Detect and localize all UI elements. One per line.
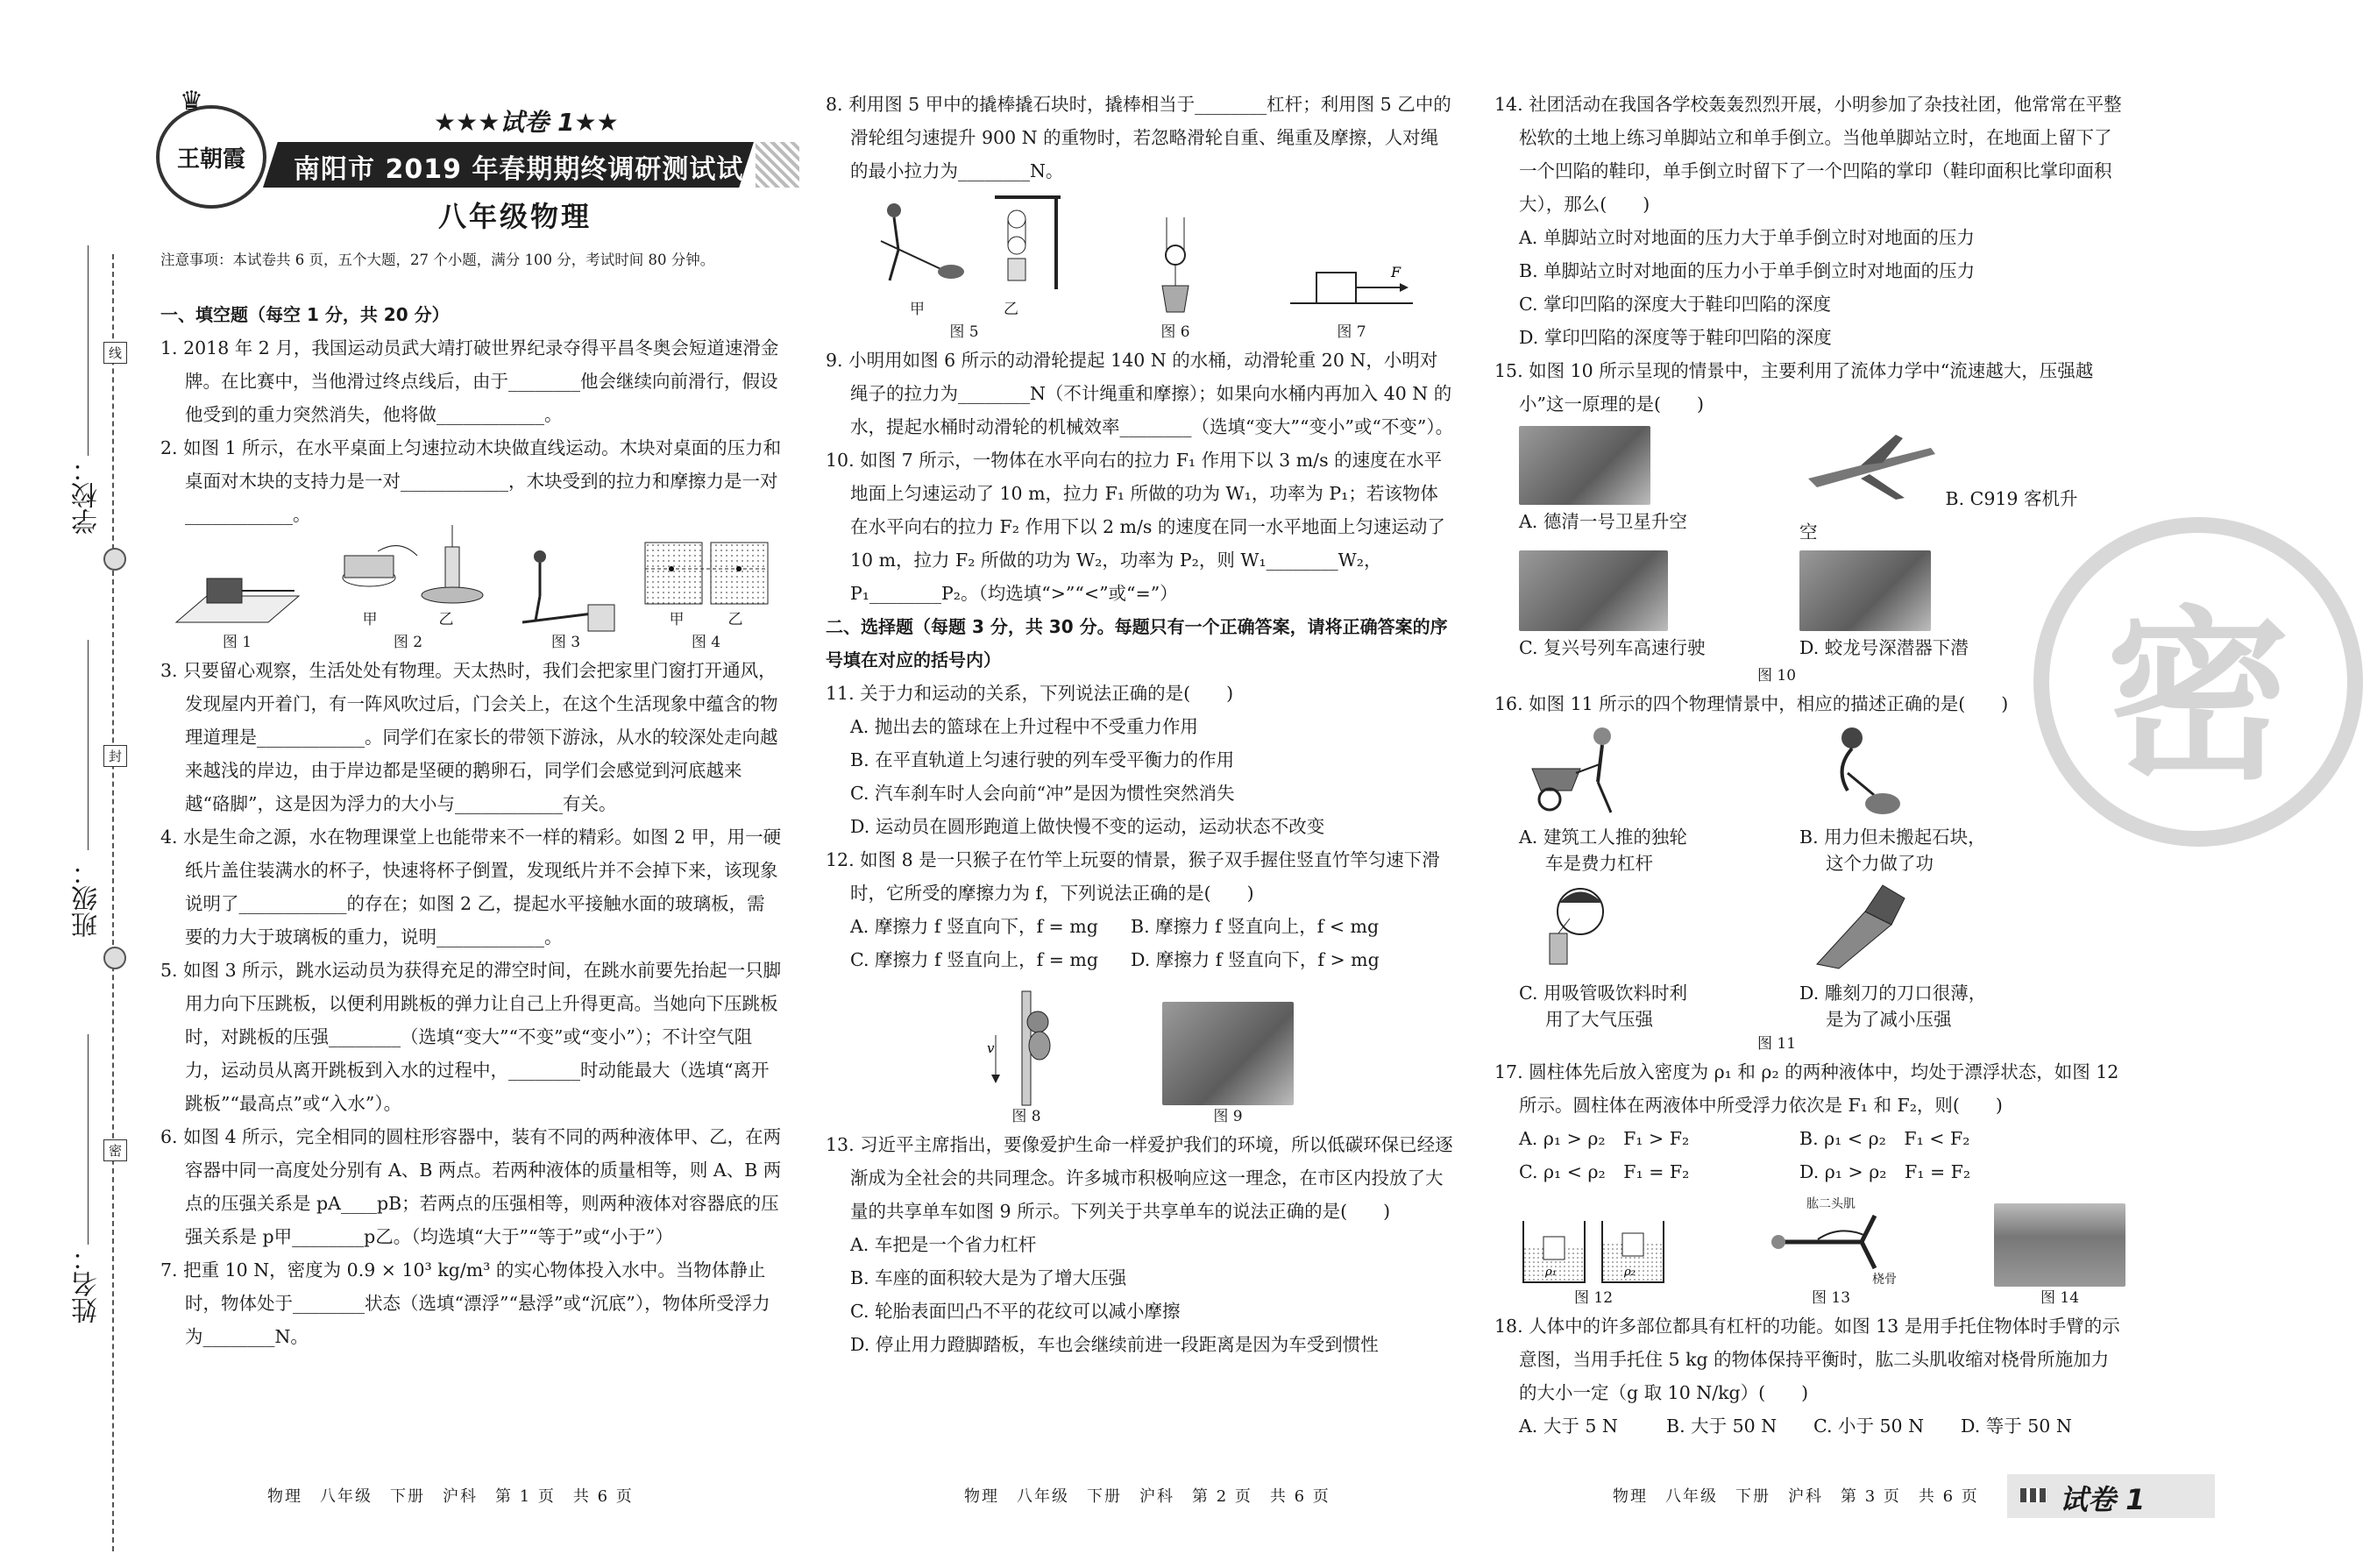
figure-8-caption: 图 8 (1011, 1108, 1041, 1125)
figure-3 (514, 543, 619, 654)
q13-option-d: D. 停止用力蹬脚踏板，车也会继续前进一段距离是因为车受到惯性 (850, 1334, 1379, 1355)
robot-in-field-photo (1994, 1203, 2125, 1287)
fig4-label-yi: 乙 (727, 611, 743, 628)
question-13: 13. 习近平主席指出，要像爱护生命一样爱护我们的环境，所以低碳环保已经逐渐成为全社会的共同理念。许多城市积极响应这一理念，在市区内投放了大量的共享单车如图 9 所示。下列关于共享单车的说法正确的是( ) (826, 1134, 1453, 1222)
fig11-b (1799, 720, 2080, 876)
q14-option-a: A. 单脚站立时对地面的压力大于单手倒立时对地面的压力 (1519, 227, 1975, 248)
q15-option-c: C. 复兴号列车高速行驶 (1519, 637, 1706, 658)
question-2: 2. 如图 1 所示，在水平桌面上匀速拉动木块做直线运动。木块对桌面的压力和桌面对木块的支持力是一对____________，木块受到的拉力和摩擦力是一对____________。 (160, 437, 782, 525)
figure-14 (1994, 1203, 2125, 1309)
question-4: 4. 水是生命之源，水在物理课堂上也能带来不一样的精彩。如图 2 甲，用一硬纸片盖住装满水的杯子，快速将杯子倒置，发现纸片并不会掉下来，该现象说明了____________的存在；如图 2 乙，提起水平接触水面的玻璃板，需要的力大于玻璃板的重力，说明____________。 (160, 827, 782, 947)
question-18: 18. 人体中的许多部位都具有杠杆的功能。如图 13 是用手托住物体时手臂的示意图，当用手托住 5 kg 的物体保持平衡时，肱二头肌收缩对桡骨所施加力的大小一定（g 取 10 N/kg）( ) (1494, 1316, 2120, 1403)
boy-drinking-through-straw-picture (1519, 876, 1633, 973)
class-field (88, 640, 89, 850)
question-11: 11. 关于力和运动的关系，下列说法正确的是( ) (826, 683, 1234, 704)
question-17: 17. 圆柱体先后放入密度为 ρ₁ 和 ρ₂ 的两种液体中，均处于漂浮状态，如图 12 所示。圆柱体在两液体中所受浮力依次是 F₁ 和 F₂，则( ) (1494, 1061, 2119, 1116)
figure-row-12-14 (1494, 1196, 2125, 1309)
figure-row-5-7 (826, 195, 1455, 344)
satellite-photo (1519, 426, 1650, 505)
q11-option-a: A. 抛出去的篮球在上升过程中不受重力作用 (850, 716, 1198, 737)
section-fill-blank: 一、填空题（每空 1 分，共 20 分） (160, 304, 450, 325)
q12-option-a: A. 摩擦力 f 竖直向下，f = mg (850, 916, 1098, 937)
q18-option-a: A. 大于 5 N (1519, 1415, 1618, 1437)
q18-option-c: C. 小于 50 N (1813, 1415, 1925, 1437)
block-pulled-by-force-diagram (1286, 251, 1417, 321)
q17-option-a: A. ρ₁ > ρ₂ F₁ > F₂ (1519, 1128, 1690, 1149)
fig5-label-jia: 甲 (910, 301, 925, 318)
cup-and-glass-plate-diagram (325, 521, 492, 608)
figure-7-caption: 图 7 (1337, 323, 1366, 341)
two-containers-diagram (641, 538, 772, 608)
question-15: 15. 如图 10 所示呈现的情景中，主要利用了流体力学中“流速越大，压强越小”这一原理的是( ) (1494, 360, 2094, 415)
q14-option-b: B. 单脚站立时对地面的压力小于单手倒立时对地面的压力 (1519, 260, 1976, 281)
q18-option-b: B. 大于 50 N (1666, 1415, 1778, 1437)
shared-bikes-photo (1162, 1002, 1294, 1105)
q14-option-c: C. 掌印凹陷的深度大于鞋印凹陷的深度 (1519, 294, 1831, 315)
fig7-force-label: F (1391, 264, 1401, 280)
fig10-c (1519, 550, 1799, 664)
q12-options (826, 910, 1455, 976)
figure-7 (1286, 251, 1417, 344)
exam-subject: 八年级物理 (438, 200, 593, 233)
fig11-d (1799, 876, 2080, 1032)
question-9: 9. 小明用如图 6 所示的动滑轮提起 140 N 的水桶，动滑轮重 20 N，小明对绳子的拉力为________N（不计绳重和摩擦）；如果向水桶内再加入 40 N 的水，提起水桶时动滑轮的机械效率________（选填“变大”“变小”或“不变”）。 (826, 350, 1454, 437)
binding-line (112, 254, 114, 1551)
question-6: 6. 如图 4 所示，完全相同的圆柱形容器中，装有不同的两种液体甲、乙，在两容器中同一高度处分别有 A、B 两点。若两种液体的质量相等，则 A、B 两点的压强关系是 pA____pB；若两点的压强相等，则两种液体对容器底的压强关系是 p甲________p乙。（均选填“大于”“等于”或“小于”） (160, 1126, 782, 1247)
movable-pulley-bucket-diagram (1140, 216, 1210, 321)
brand-logo (156, 105, 266, 209)
binding-strip (0, 0, 153, 1568)
q15-option-a: A. 德清一号卫星升空 (1519, 511, 1687, 532)
fig2-label-yi: 乙 (438, 611, 454, 628)
column-3 (1494, 88, 2125, 1443)
question-14: 14. 社团活动在我国各学校轰轰烈烈开展，小明参加了杂技社团，他常常在平整松软的土地上练习单脚站立和单手倒立。当他单脚站立时，在地面上留下了一个凹陷的鞋印，单手倒立时留下了一个凹陷的掌印（鞋印面积比掌印面积大），那么( ) (1494, 94, 2122, 215)
name-field (88, 1034, 89, 1245)
question-12: 12. 如图 8 是一只猴子在竹竿上玩耍的情景，猴子双手握住竖直竹竿匀速下滑时，它所受的摩擦力为 f，下列说法正确的是( ) (826, 849, 1440, 904)
figure-3-caption: 图 3 (550, 634, 581, 651)
q12-option-d: D. 摩擦力 f 竖直向下，f > mg (1131, 949, 1380, 970)
q17-option-d: D. ρ₁ > ρ₂ F₁ = F₂ (1799, 1161, 1971, 1182)
figure-11-caption: 图 11 (1757, 1035, 1797, 1053)
diver-on-springboard-diagram (514, 543, 619, 631)
figure-row-1-4 (160, 538, 783, 654)
seal-line: 线 (103, 342, 127, 364)
fig2-label-jia: 甲 (362, 611, 378, 628)
woman-lifting-stone-picture (1799, 720, 1913, 817)
fig5-label-yi: 乙 (1004, 301, 1018, 318)
fig13-label-biceps: 肱二头肌 (1806, 1197, 1856, 1211)
block-on-table-diagram (172, 561, 303, 631)
circle-icon (103, 947, 126, 969)
q12-option-b: B. 摩擦力 f 竖直向上，f < mg (1131, 916, 1380, 937)
question-10: 10. 如图 7 所示，一物体在水平向右的拉力 F₁ 作用下以 3 m/s 的速度在水平地面上匀速运动了 10 m，拉力 F₁ 所做的功为 W₁，功率为 P₁；若该物体在水平向右的拉力 F₂ 作用下以 2 m/s 的速度在同一水平地面上匀速运动了 10 m，拉力 F₂ 所做的功为 W₂，功率为 P₂，则 W₁________W₂，P₁________P₂。（均选填“>”“<”或“=”） (826, 450, 1445, 604)
submersible-photo (1799, 550, 1931, 631)
section-multiple-choice: 二、选择题（每题 3 分，共 30 分。每题只有一个正确答案，请将正确答案的序号填在对应的括号内） (826, 616, 1448, 670)
footer-tag: 试卷 1 (2060, 1483, 2146, 1516)
name-label: 姓名： (72, 1245, 103, 1323)
q15-option-b: B. C919 客机升空 (1799, 488, 2078, 543)
figure-11 (1494, 720, 2125, 1032)
school-field (88, 245, 89, 456)
fig13-label-radius: 桡骨 (1872, 1273, 1897, 1287)
figure-13 (1765, 1197, 1897, 1309)
q16-option-a-2: 车是费力杠杆 (1545, 853, 1653, 874)
class-label: 班级： (72, 859, 103, 938)
seal-sealed: 封 (103, 745, 127, 767)
q17-options (1494, 1122, 2125, 1188)
exam-title: 南阳市 2019 年春期期终调研测试试卷 (294, 154, 744, 223)
circle-icon (103, 548, 126, 571)
q13-option-c: C. 轮胎表面凹凸不平的花纹可以减小摩擦 (850, 1301, 1181, 1322)
secret-seal-text: 密 (2105, 590, 2290, 805)
footer-tag-squares (2020, 1488, 2047, 1502)
figure-8 (987, 991, 1066, 1128)
q13-option-b: B. 车座的面积较大是为了增大压强 (850, 1267, 1127, 1288)
crowbar-and-pulley-diagram (863, 193, 1065, 298)
question-8: 8. 利用图 5 甲中的撬棒撬石块时，撬棒相当于________杠杆；利用图 5 乙中的滑轮组匀速提升 900 N 的重物时，若忽略滑轮自重、绳重及摩擦，人对绳的最小拉力为________N。 (826, 94, 1451, 181)
figure-10-caption: 图 10 (1757, 667, 1797, 685)
footer-page-2: 物理 八年级 下册 沪科 第 2 页 共 6 页 (964, 1487, 1331, 1506)
fig12-rho2-label: ρ₂ (1624, 1266, 1636, 1279)
q11-option-c: C. 汽车刹车时人会向前“冲”是因为惯性突然消失 (850, 783, 1235, 804)
fig8-velocity-label: v (987, 1040, 995, 1056)
q12-option-c: C. 摩擦力 f 竖直向上，f = mg (850, 949, 1098, 970)
carving-knife-picture (1799, 876, 1913, 973)
figure-12 (1519, 1212, 1668, 1309)
figure-9-caption: 图 9 (1213, 1108, 1243, 1125)
figure-4 (641, 538, 772, 654)
figure-2 (325, 521, 492, 654)
fig11-c (1519, 876, 1799, 1032)
monkey-on-pole-diagram (987, 991, 1066, 1105)
figure-2-caption: 图 2 (393, 634, 423, 651)
figure-5 (863, 193, 1065, 344)
figure-5-caption: 图 5 (949, 323, 979, 341)
column-2 (826, 88, 1455, 1361)
exam-series: ★★★试卷 1★★ (434, 108, 619, 137)
figure-10 (1494, 426, 2125, 664)
q16-option-c: C. 用吸管吸饮料时利 (1519, 983, 1687, 1004)
column-1 (160, 298, 783, 1353)
figure-6-caption: 图 6 (1160, 323, 1190, 341)
question-3: 3. 只要留心观察，生活处处有物理。天太热时，我们会把家里门窗打开通风，发现屋内开着门，有一阵风吹过后，门会关上，在这个生活现象中蕴含的物理道理是____________。同学们在家长的带领下游泳，从水的较深处走向越来越浅的岸边，由于岸边都是坚硬的鹅卵石，同学们会感觉到河底越来越“硌脚”，这是因为浮力的大小与____________有关。 (160, 660, 778, 814)
q13-option-a: A. 车把是一个省力杠杆 (850, 1234, 1037, 1255)
figure-9 (1162, 1002, 1294, 1128)
figure-13-caption: 图 13 (1811, 1289, 1851, 1307)
seal-secret: 密 (103, 1139, 127, 1161)
fig10-b (1799, 426, 2080, 549)
figure-6 (1140, 216, 1210, 344)
notice-text: 注意事项：本试卷共 6 页，五个大题，27 个小题，满分 100 分，考试时间 80 分钟。 (160, 252, 715, 268)
figure-14-caption: 图 14 (2040, 1289, 2080, 1307)
wheelbarrow-worker-picture (1519, 720, 1633, 817)
fig4-label-jia: 甲 (669, 611, 685, 628)
crown-icon: ♛ (180, 86, 203, 117)
fig10-a (1519, 426, 1799, 549)
q18-option-d: D. 等于 50 N (1961, 1415, 2072, 1437)
cylinder-floating-beakers-diagram (1519, 1212, 1668, 1287)
airplane-picture (1799, 426, 1940, 505)
q16-option-b: B. 用力但未搬起石块， (1799, 827, 1986, 848)
q17-option-b: B. ρ₁ < ρ₂ F₁ < F₂ (1799, 1128, 1970, 1149)
footer-page-1: 物理 八年级 下册 沪科 第 1 页 共 6 页 (267, 1487, 634, 1506)
q16-option-b-2: 这个力做了功 (1826, 853, 1934, 874)
question-5: 5. 如图 3 所示，跳水运动员为获得充足的滞空时间，在跳水前要先抬起一只脚用力向下压跳板，以便利用跳板的弹力让自己上升得更高。当她向下压跳板时，对跳板的压强________（选填“变大”“不变”或“变小”）；不计空气阻力，运动员从离开跳板到入水的过程中，________时动能最大（选填“离开跳板”“最高点”或“入水”）。 (160, 960, 782, 1114)
figure-1 (172, 561, 303, 654)
q18-options (1494, 1409, 2125, 1443)
question-7: 7. 把重 10 N，密度为 0.9 × 10³ kg/m³ 的实心物体投入水中。当物体静止时，物体处于________状态（选填“漂浮”“悬浮”或“沉底”），物体所受浮力为________N。 (160, 1259, 770, 1347)
q17-option-c: C. ρ₁ < ρ₂ F₁ = F₂ (1519, 1161, 1690, 1182)
fig11-a (1519, 720, 1799, 876)
q16-option-d-2: 是为了减小压强 (1826, 1009, 1952, 1030)
question-1: 1. 2018 年 2 月，我国运动员武大靖打破世界纪录夺得平昌冬奥会短道速滑金牌。在比赛中，当他滑过终点线后，由于________他会继续向前滑行，假设他受到的重力突然消失，他将做____________。 (160, 337, 779, 425)
fig12-rho1-label: ρ₁ (1545, 1266, 1557, 1279)
high-speed-train-photo (1519, 550, 1668, 631)
q16-option-c-2: 用了大气压强 (1545, 1009, 1653, 1030)
q16-option-d: D. 雕刻刀的刀口很薄， (1799, 983, 1987, 1004)
q11-option-b: B. 在平直轨道上匀速行驶的列车受平衡力的作用 (850, 749, 1235, 770)
q16-option-a: A. 建筑工人推的独轮 (1519, 827, 1687, 848)
q11-option-d: D. 运动员在圆形跑道上做快慢不变的运动，运动状态不改变 (850, 816, 1325, 837)
question-16: 16. 如图 11 所示的四个物理情景中，相应的描述正确的是( ) (1494, 693, 2009, 714)
secret-seal-watermark (2033, 517, 2363, 847)
banner-pattern (756, 142, 799, 188)
q15-option-d: D. 蛟龙号深潜器下潜 (1799, 637, 1969, 658)
figure-12-caption: 图 12 (1573, 1289, 1614, 1307)
figure-row-8-9 (826, 983, 1455, 1128)
q14-option-d: D. 掌印凹陷的深度等于鞋印凹陷的深度 (1519, 327, 1832, 348)
arm-lever-diagram (1765, 1211, 1897, 1273)
footer-page-3: 物理 八年级 下册 沪科 第 3 页 共 6 页 (1613, 1487, 1979, 1506)
school-label: 学校： (72, 456, 103, 535)
logo-text: 王朝霞 (176, 145, 245, 173)
figure-1-caption: 图 1 (222, 634, 252, 651)
figure-4-caption: 图 4 (691, 634, 721, 651)
